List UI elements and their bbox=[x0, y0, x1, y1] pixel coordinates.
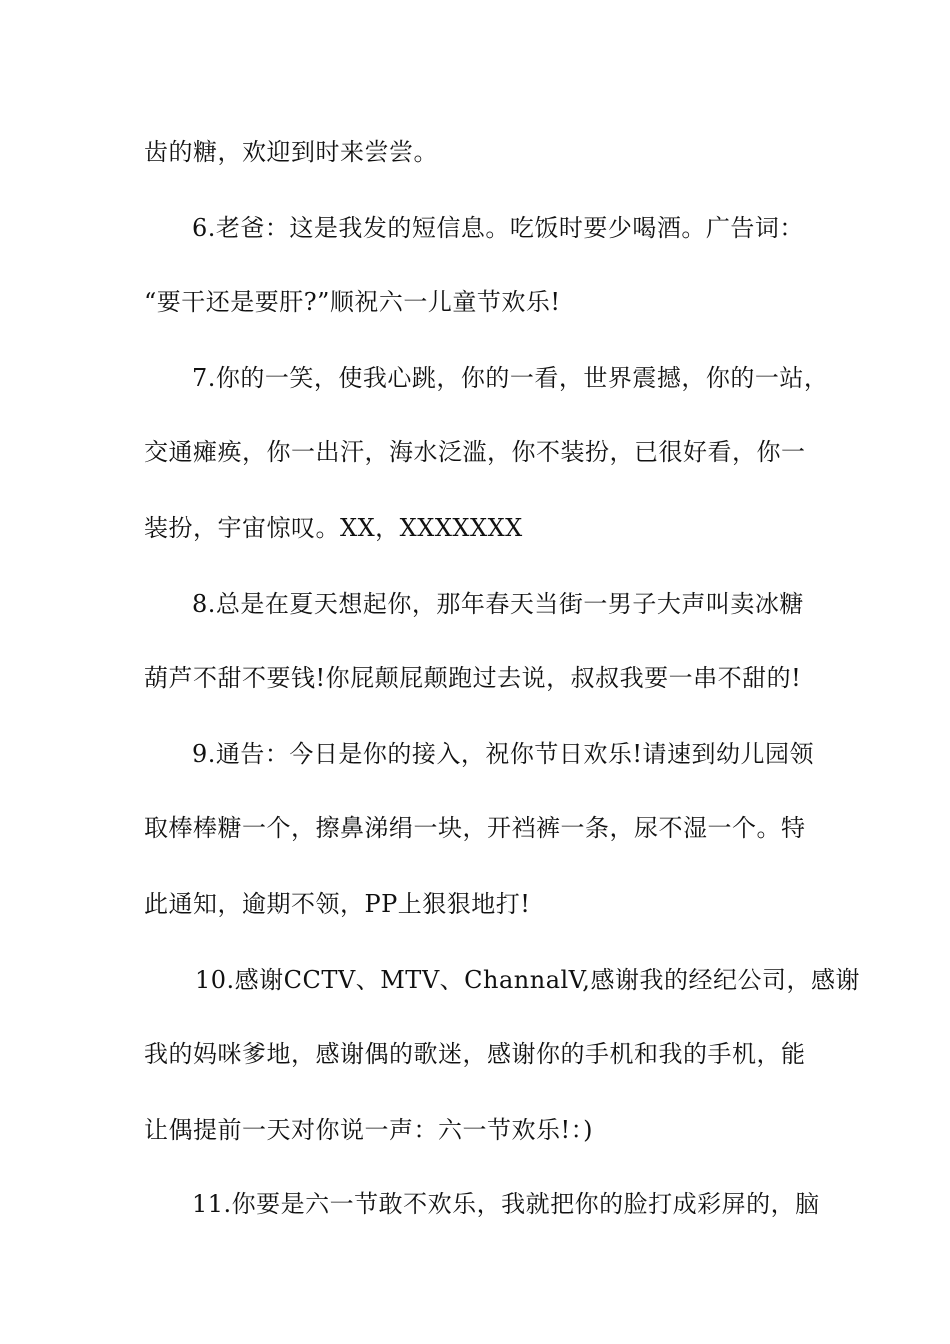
text-line: 8.总是在夏天想起你，那年春天当街一男子大声叫卖冰糖 bbox=[192, 590, 804, 618]
text-line: “要干还是要肝?”顺祝六一儿童节欢乐! bbox=[144, 288, 561, 316]
text-line: 9.通告：今日是你的接入，祝你节日欢乐!请速到幼儿园领 bbox=[192, 740, 815, 768]
text-line: 齿的糖，欢迎到时来尝尝。 bbox=[144, 138, 438, 166]
text-line: 6.老爸：这是我发的短信息。吃饭时要少喝酒。广告词： bbox=[192, 214, 804, 242]
text-line: 我的妈咪爹地，感谢偶的歌迷，感谢你的手机和我的手机，能 bbox=[144, 1040, 806, 1068]
text-line: 取棒棒糖一个，擦鼻涕绢一块，开裆裤一条，尿不湿一个。特 bbox=[144, 814, 806, 842]
text-line: 葫芦不甜不要钱!你屁颠屁颠跑过去说，叔叔我要一串不甜的! bbox=[144, 664, 802, 692]
text-line: 让偶提前一天对你说一声：六一节欢乐!：) bbox=[144, 1116, 594, 1144]
text-line: 11.你要是六一节敢不欢乐，我就把你的脸打成彩屏的，脑 bbox=[192, 1190, 820, 1218]
text-line: 装扮，宇宙惊叹。XX，XXXXXXX bbox=[144, 514, 523, 542]
text-line: 此通知，逾期不领，PP上狠狠地打! bbox=[144, 890, 531, 918]
text-line: 10.感谢CCTV、MTV、ChannalV,感谢我的经纪公司，感谢 bbox=[195, 966, 860, 994]
text-line: 交通瘫痪，你一出汗，海水泛滥，你不装扮，已很好看，你一 bbox=[144, 438, 806, 466]
text-line: 7.你的一笑，使我心跳，你的一看，世界震撼，你的一站， bbox=[192, 364, 829, 392]
